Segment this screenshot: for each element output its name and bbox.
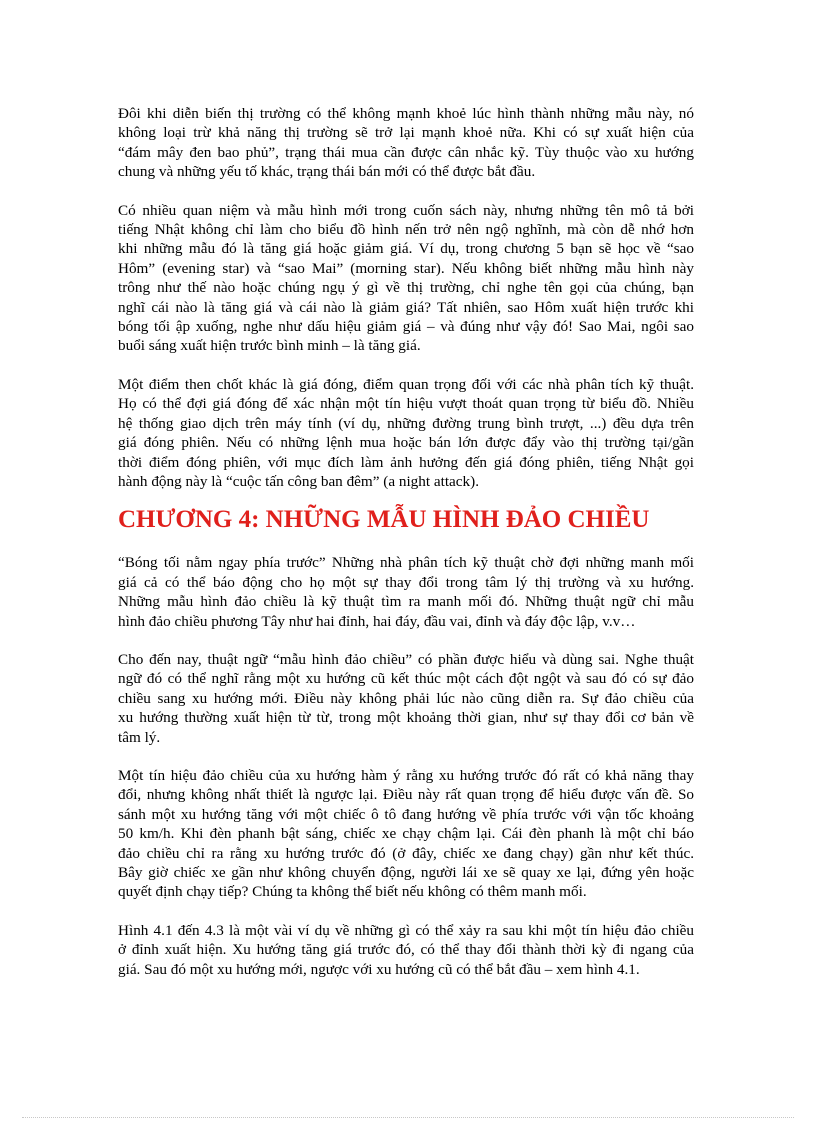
text-line: đảo chiều chỉ ra rằng xu hướng trước đó (ở đây, chiếc xe đang chạy) gần như kết thúc. bbox=[118, 844, 694, 862]
text-line: “đám mây đen bao phủ”, trạng thái mua cần được cân nhắc kỹ. Tùy thuộc vào xu hướng bbox=[118, 143, 694, 161]
text-line: buổi sáng xuất hiện trước bình minh – là tăng giá. bbox=[118, 337, 421, 355]
text-line: không loại trừ khả năng thị trường sẽ trở lại mạnh khoẻ nữa. Khi có sự xuất hiện của bbox=[118, 124, 694, 142]
paragraph-gap bbox=[118, 356, 694, 375]
text-line: bóng tối ập xuống, nghe như dấu hiệu giảm giá – và đúng như vậy đó! Sao Mai, ngôi sao bbox=[118, 318, 694, 336]
document-page bbox=[118, 104, 694, 979]
page-bottom-divider bbox=[22, 1117, 794, 1118]
paragraph-gap bbox=[118, 747, 694, 766]
text-line: tâm lý. bbox=[118, 728, 161, 746]
paragraph bbox=[118, 921, 694, 979]
text-line: tiếng Nhật không chỉ làm cho biểu đồ hình nến trở nên ngộ nghĩnh, mà còn dễ nhớ hơn bbox=[118, 221, 694, 239]
paragraph-gap bbox=[118, 182, 694, 201]
text-line: Hình 4.1 đến 4.3 là một vài ví dụ về những gì có thể xảy ra sau khi một tín hiệu đảo chiều bbox=[118, 921, 694, 939]
paragraph bbox=[118, 201, 694, 356]
text-line: hệ thống giao dịch trên máy tính (ví dụ, những đường trung bình trượt, ...) đều dựa trên bbox=[118, 414, 694, 432]
text-line: Bây giờ chiếc xe gần như không chuyển động, người lái xe sẽ quay xe lại, đứng yên hoặc bbox=[118, 864, 694, 881]
paragraph bbox=[118, 766, 694, 902]
text-line: sánh một xu hướng tăng với một chiếc ô tô đang hướng về phía trước với vận tốc khoảng bbox=[118, 805, 694, 823]
text-line: Những mẫu hình đảo chiều là kỹ thuật tìm ra manh mối đó. Những thuật ngữ chỉ mẫu bbox=[118, 593, 694, 611]
paragraph bbox=[118, 104, 694, 182]
paragraph-gap bbox=[118, 631, 694, 650]
text-line: chung và những yếu tố khác, trạng thái bán mới có thể được bắt đầu. bbox=[118, 163, 536, 181]
chapter-title: CHƯƠNG 4: NHỮNG MẪU HÌNH ĐẢO CHIỀU bbox=[118, 506, 650, 534]
text-line: trông như thế nào hoặc chúng ngụ ý gì về thị trường, chỉ nghe tên gọi của chúng, bạn bbox=[118, 279, 694, 297]
text-line: nghĩ cái nào là tăng giá và cái nào là giảm giá? Tất nhiên, sao Hôm xuất hiện trước khi bbox=[118, 298, 694, 316]
text-line: Có nhiều quan niệm và mẫu hình mới trong cuốn sách này, nhưng những tên mô tả bởi bbox=[118, 201, 694, 219]
text-line: ngữ đó có thể nghĩ rằng một xu hướng cũ kết thúc một cách đột ngột và sau đó có sự đảo bbox=[118, 670, 694, 688]
text-line: ở đỉnh xuất hiện. Xu hướng tăng giá trước đó, có thể thay đổi thành thời kỳ đi ngang của bbox=[118, 941, 694, 959]
text-line: Một tín hiệu đảo chiều của xu hướng hàm ý rằng xu hướng trước đó rất có khả năng thay bbox=[118, 766, 694, 784]
text-line: thời điểm đóng phiên, với mục đích làm ảnh hưởng đến giá đóng phiên, tiếng Nhật gọi bbox=[118, 453, 694, 471]
paragraphs-before-chapter bbox=[118, 104, 694, 491]
paragraph bbox=[118, 650, 694, 747]
paragraph-gap bbox=[118, 902, 694, 921]
text-line: Họ có thể đợi giá đóng để xác nhận một tín hiệu vượt thoát quan trọng từ biểu đồ. Nhiều bbox=[118, 395, 694, 413]
text-line: Đôi khi diễn biến thị trường có thể không mạnh khoẻ lúc hình thành những mẫu này, nó bbox=[118, 105, 694, 122]
text-line: quyết định chạy tiếp? Chúng ta không thể biết nếu không có thêm manh mối. bbox=[118, 883, 587, 901]
text-line: Cho đến nay, thuật ngữ “mẫu hình đảo chiều” có phần được hiểu và dùng sai. Nghe thuật bbox=[118, 650, 694, 668]
text-line: giá đóng phiên. Nếu có những lệnh mua hoặc bán lớn được đẩy vào thị trường tại/gần bbox=[118, 434, 694, 452]
text-line: hình đảo chiều phương Tây như hai đỉnh, hai đáy, đầu vai, đỉnh và đáy độc lập, v.v… bbox=[118, 612, 636, 630]
text-line: hành động này là “cuộc tấn công ban đêm” (a night attack). bbox=[118, 472, 479, 490]
text-line: chiều sang xu hướng mới. Điều này không phải lúc nào cũng diễn ra. Sự đảo chiều của bbox=[118, 689, 694, 707]
text-line: Hôm” (evening star) và “sao Mai” (morning star). Nếu không biết những mẫu hình này bbox=[118, 259, 694, 277]
text-line: khi những mẫu đó là tăng giá hoặc giảm giá. Ví dụ, trong chương 5 bạn sẽ học về “sao bbox=[118, 240, 694, 258]
text-line: đổi, nhưng không nhất thiết là ngược lại. Điều này rất quan trọng để hiểu được vấn đề. So bbox=[118, 786, 694, 804]
text-line: 50 km/h. Khi đèn phanh bật sáng, chiếc xe chạy chậm lại. Cái đèn phanh là một chỉ báo bbox=[118, 825, 694, 843]
paragraph bbox=[118, 553, 694, 631]
text-line: “Bóng tối nằm ngay phía trước” Những nhà phân tích kỹ thuật chờ đợi những manh mối bbox=[118, 554, 694, 572]
paragraphs-after-chapter bbox=[118, 553, 694, 979]
text-line: xu hướng thường xuất hiện từ từ, trong một khoảng thời gian, như sự thay đổi cơ bản về bbox=[118, 709, 694, 727]
text-line: Một điểm then chốt khác là giá đóng, điểm quan trọng đối với các nhà phân tích kỹ thuật. bbox=[118, 375, 694, 393]
text-line: giá. Sau đó một xu hướng mới, ngược với xu hướng cũ có thể bắt đầu – xem hình 4.1. bbox=[118, 960, 640, 978]
paragraph bbox=[118, 375, 694, 491]
text-line: giá cả có thể báo động cho họ một sự thay đổi trong tâm lý thị trường và xu hướng. bbox=[118, 573, 694, 591]
